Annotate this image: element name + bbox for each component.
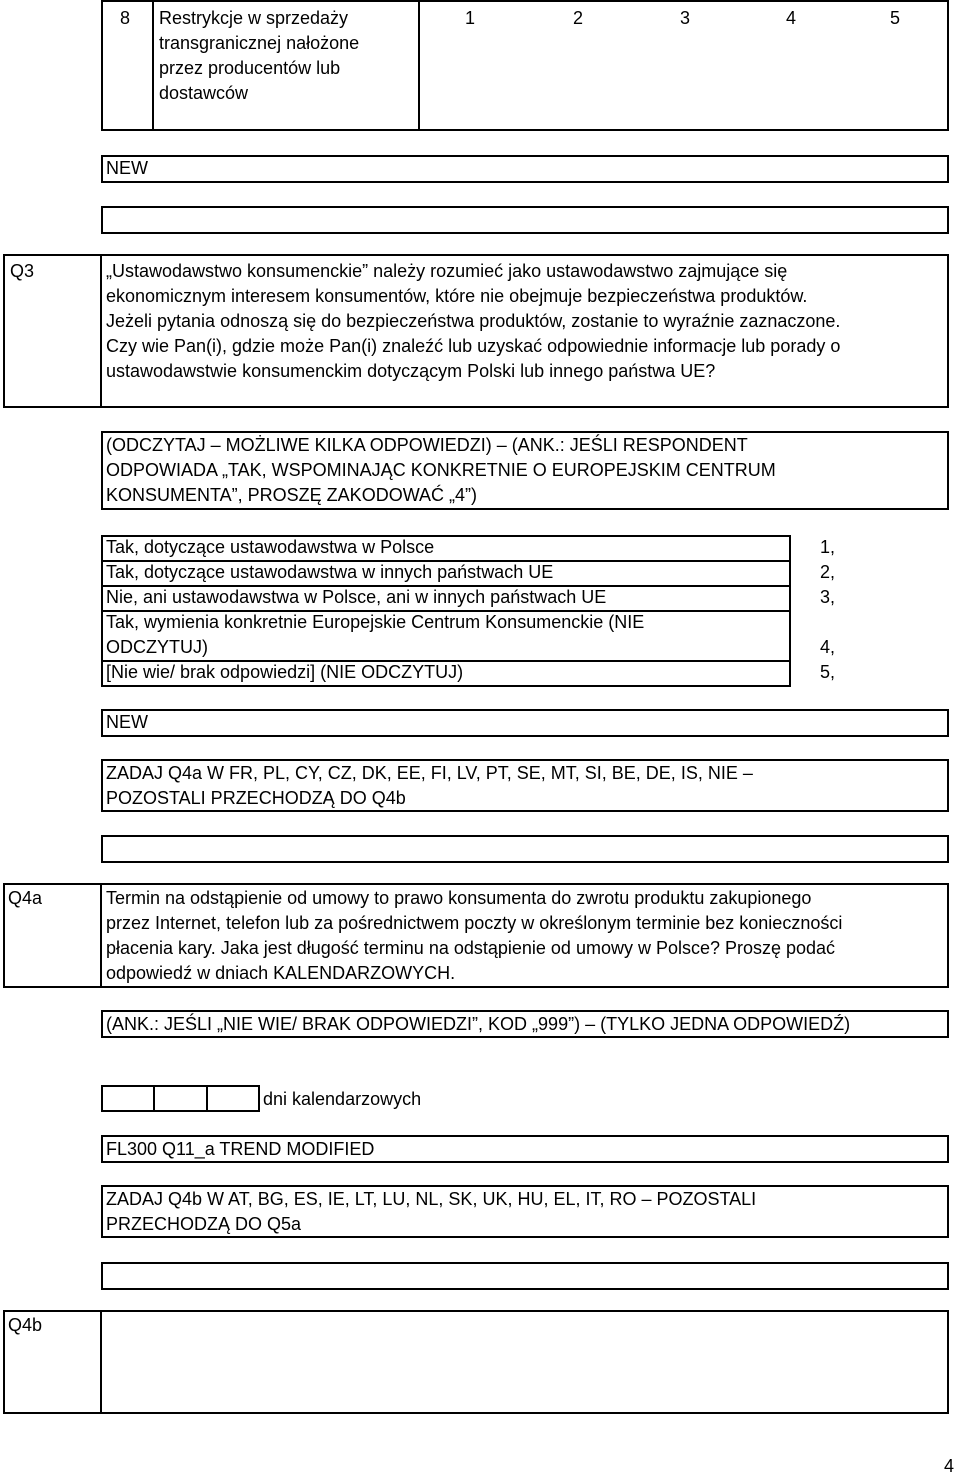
scale-option[interactable]: 4 — [786, 8, 797, 28]
row8-label-line: dostawców — [159, 83, 249, 103]
row8-label-line: przez producentów lub — [159, 58, 341, 78]
day-digit-cell[interactable] — [206, 1085, 260, 1112]
answer-code: 5, — [820, 662, 836, 682]
empty-bar — [101, 206, 949, 234]
new-tag: NEW — [106, 158, 148, 178]
q4b-divider — [100, 1310, 102, 1414]
instruction-line: (ANK.: JEŚLI „NIE WIE/ BRAK ODPOWIEDZI”, KOD „999”) – (TYLKO JEDNA ODPOWIEDŹ) — [106, 1014, 851, 1034]
answer-option-label: Tak, wymienia konkretnie Europejskie Centrum Konsumenckie (NIE — [106, 612, 645, 632]
question-id: Q4b — [8, 1315, 43, 1335]
row8-divider — [418, 0, 420, 131]
new-tag: NEW — [106, 712, 148, 732]
q4a-divider — [100, 883, 102, 988]
scale-option[interactable]: 3 — [680, 8, 691, 28]
question-text-line: ustawodawstwie konsumenckim dotyczącym Polski lub innego państwa UE? — [106, 361, 716, 381]
question-id: Q3 — [10, 261, 35, 281]
q3-divider — [100, 254, 102, 408]
question-text-line: przez Internet, telefon lub za pośrednictwem poczty w określonym terminie bez konieczności — [106, 913, 843, 933]
days-unit-label: dni kalendarzowych — [263, 1089, 422, 1109]
routing-line: PRZECHODZĄ DO Q5a — [106, 1214, 302, 1234]
question-text-line: odpowiedź w dniach KALENDARZOWYCH. — [106, 963, 456, 983]
new-tag-box — [101, 709, 949, 737]
row8-number: 8 — [120, 8, 131, 28]
day-digit-cell[interactable] — [153, 1085, 208, 1112]
question-id: Q4a — [8, 888, 43, 908]
answer-option-label: [Nie wie/ brak odpowiedzi] (NIE ODCZYTUJ) — [106, 662, 464, 682]
answer-code: 3, — [820, 587, 836, 607]
routing-line: POZOSTALI PRZECHODZĄ DO Q4b — [106, 788, 406, 808]
answer-code: 4, — [820, 637, 836, 657]
instruction-line: KONSUMENTA”, PROSZĘ ZAKODOWAĆ „4”) — [106, 485, 478, 505]
day-digit-cell[interactable] — [101, 1085, 155, 1112]
row8-label-line: Restrykcje w sprzedaży — [159, 8, 349, 28]
question-text-line: płacenia kary. Jaka jest długość terminu na odstąpienie od umowy w Polsce? Proszę podać — [106, 938, 836, 958]
question-text-line: Czy wie Pan(i), gdzie może Pan(i) znaleźć lub uzyskać odpowiednie informacje lub porady o — [106, 336, 841, 356]
instruction-line: (ODCZYTAJ – MOŻLIWE KILKA ODPOWIEDZI) – (ANK.: JEŚLI RESPONDENT — [106, 435, 748, 455]
routing-line: ZADAJ Q4a W FR, PL, CY, CZ, DK, EE, FI, LV, PT, SE, MT, SI, BE, DE, IS, NIE – — [106, 763, 753, 783]
question-text-line: „Ustawodawstwo konsumenckie” należy rozumieć jako ustawodawstwo zajmujące się — [106, 261, 788, 281]
answer-code: 1, — [820, 537, 836, 557]
page-number: 4 — [944, 1456, 955, 1476]
routing-line: ZADAJ Q4b W AT, BG, ES, IE, LT, LU, NL, SK, UK, HU, EL, IT, RO – POZOSTALI — [106, 1189, 757, 1209]
answer-option-label: Tak, dotyczące ustawodawstwa w innych państwach UE — [106, 562, 554, 582]
answer-option-label: ODCZYTUJ) — [106, 637, 208, 657]
empty-bar — [101, 1262, 949, 1290]
answer-option-label: Tak, dotyczące ustawodawstwa w Polsce — [106, 537, 435, 557]
new-tag-box — [101, 155, 949, 183]
scale-option[interactable]: 2 — [573, 8, 584, 28]
instruction-line: ODPOWIADA „TAK, WSPOMINAJĄC KONKRETNIE O EUROPEJSKIM CENTRUM — [106, 460, 776, 480]
q4b-block — [3, 1310, 949, 1414]
row8-divider — [152, 0, 154, 131]
answer-option-label: Nie, ani ustawodawstwa w Polsce, ani w innych państwach UE — [106, 587, 607, 607]
answer-code: 2, — [820, 562, 836, 582]
question-text-line: Termin na odstąpienie od umowy to prawo konsumenta do zwrotu produktu zakupionego — [106, 888, 812, 908]
scale-option[interactable]: 1 — [465, 8, 476, 28]
question-text-line: Jeżeli pytania odnoszą się do bezpieczeństwa produktów, zostanie to wyraźnie zaznaczone. — [106, 311, 841, 331]
row8-label-line: transgranicznej nałożone — [159, 33, 360, 53]
question-text-line: ekonomicznym interesem konsumentów, które nie obejmuje bezpieczeństwa produktów. — [106, 286, 808, 306]
scale-option[interactable]: 5 — [890, 8, 901, 28]
trend-label: FL300 Q11_a TREND MODIFIED — [106, 1139, 375, 1159]
empty-bar — [101, 835, 949, 863]
